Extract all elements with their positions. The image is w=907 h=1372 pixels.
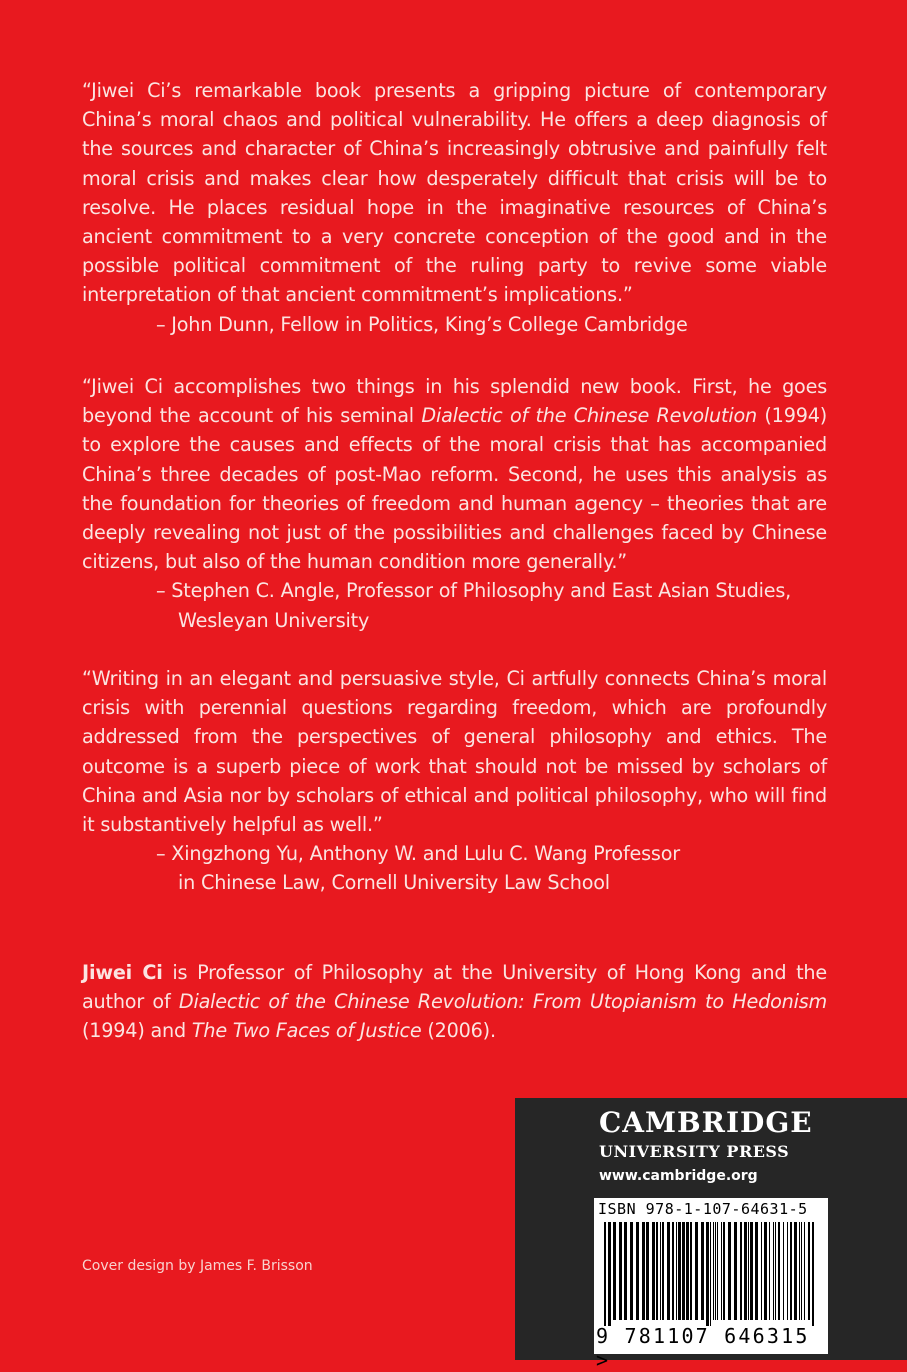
barcode-bar: [624, 1222, 627, 1320]
barcode-bar: [787, 1222, 788, 1320]
barcode-bar: [630, 1222, 633, 1320]
barcode-bar: [656, 1222, 658, 1320]
barcode-bar: [682, 1222, 685, 1320]
publisher-name: CAMBRIDGE: [599, 1106, 813, 1139]
barcode-bar: [667, 1222, 670, 1320]
barcode-bar: [678, 1222, 681, 1320]
book-title: Dialectic of the Chinese Revolution: From Utopianism to Hedonism: [178, 990, 827, 1014]
barcode-bar: [690, 1222, 692, 1320]
barcode-bar: [646, 1222, 649, 1320]
barcode-bars: [604, 1222, 818, 1326]
publisher-block: [515, 1098, 907, 1372]
barcode-bar: [642, 1222, 645, 1320]
barcode-bar: [728, 1222, 731, 1320]
barcode-bar: [764, 1222, 767, 1320]
barcode-bar: [808, 1222, 810, 1320]
barcode-number: 9 781107 646315 >: [596, 1324, 810, 1372]
barcode-bar: [715, 1222, 716, 1320]
book-title: The Two Faces of Justice: [191, 1019, 422, 1043]
barcode-bar: [750, 1222, 753, 1320]
cover-design-credit: Cover design by James F. Brisson: [82, 1258, 313, 1274]
barcode-bar: [755, 1222, 758, 1320]
author-name: Jiwei Ci: [82, 961, 163, 984]
barcode-bar: [801, 1222, 802, 1320]
barcode-bar: [636, 1222, 639, 1320]
isbn-barcode: [594, 1198, 828, 1372]
publisher-subname: UNIVERSITY PRESS: [599, 1142, 790, 1161]
barcode-bar: [794, 1222, 797, 1320]
barcode-bar: [710, 1222, 711, 1326]
barcode-bar: [695, 1222, 698, 1320]
barcode-bar: [748, 1222, 749, 1320]
barcode-bar: [672, 1222, 674, 1320]
publisher-url: www.cambridge.org: [599, 1168, 758, 1184]
barcode-bar: [713, 1222, 714, 1320]
barcode-bar: [604, 1222, 606, 1326]
barcode-bar: [773, 1222, 774, 1320]
author-bio: Jiwei Ci is Professor of Philosophy at the University of Hong Kong and the author of Dialectic of the Chinese Revolution: From Utopianism to Hedonism (1994) and The Two Faces of Justice (2006).: [82, 961, 827, 1043]
endorsement-dunn: [82, 76, 827, 339]
barcode-bar: [660, 1222, 661, 1320]
barcode-bar: [613, 1222, 616, 1320]
isbn-label: ISBN 978-1-107-64631-5: [598, 1200, 808, 1218]
book-title: Dialectic of the Chinese Revolution: [421, 404, 757, 428]
barcode-bar: [608, 1222, 611, 1326]
endorsement-angle: [82, 372, 827, 635]
barcode-bar: [701, 1222, 704, 1320]
endorsement-yu: [82, 664, 827, 898]
endorsement-quote: “Jiwei Ci accomplishes two things in his splendid new book. First, he goes beyond the account of his seminal Dialectic of the Chinese Revolution (1994) to explore the causes and effects of the moral crisis that has accompanied China’s three decades of post-Mao reform. Second, he uses this analysis as the foundation for theories of freedom and human agency – theories that are deeply revealing not just of the possibilities and challenges faced by Chinese citizens, but also of the human condition more generally.”: [82, 375, 827, 574]
barcode-bar: [799, 1222, 800, 1320]
endorsement-attribution: – Xingzhong Yu, Anthony W. and Lulu C. Wang Professor in Chinese Law, Cornell University Law School: [156, 842, 680, 895]
endorsement-quote: “Writing in an elegant and persuasive style, Ci artfully connects China’s moral crisis with perennial questions regarding freedom, which are profoundly addressed from the perspectives of general philosophy and ethics. The outcome is a superb piece of work that should not be missed by scholars of China and Asia nor by scholars of ethical and political philosophy, who will find it substantively helpful as well.”: [82, 667, 827, 837]
barcode-bar: [723, 1222, 725, 1320]
barcode-bar: [775, 1222, 776, 1320]
barcode-bar: [717, 1222, 718, 1320]
endorsement-attribution: – John Dunn, Fellow in Politics, King’s College Cambridge: [156, 312, 688, 336]
barcode-bar: [769, 1222, 770, 1320]
barcode-bar: [804, 1222, 805, 1320]
barcode-bar: [740, 1222, 742, 1320]
barcode-bar: [783, 1222, 784, 1320]
barcode-bar: [778, 1222, 780, 1320]
endorsement-quote: “Jiwei Ci’s remarkable book presents a gripping picture of contemporary China’s moral chaos and political vulnerability. He offers a deep diagnosis of the sources and character of China’s increasingly obtrusive and painfully felt moral crisis and makes clear how desperately difficult that crisis will be to resolve. He places residual hope in the imaginative resources of China’s ancient commitment to a very concrete conception of the good and in the possible political commitment of the ruling party to revive some viable interpretation of that ancient commitment’s implications.”: [82, 79, 827, 307]
barcode-bar: [706, 1222, 709, 1326]
barcode-bar: [686, 1222, 689, 1320]
barcode-bar: [790, 1222, 792, 1320]
barcode-bar: [676, 1222, 677, 1320]
barcode-bar: [734, 1222, 737, 1320]
barcode-bar: [761, 1222, 762, 1320]
barcode-bar: [744, 1222, 747, 1320]
barcode-bar: [652, 1222, 655, 1320]
endorsement-attribution: – Stephen C. Angle, Professor of Philosophy and East Asian Studies, Wesleyan University: [156, 579, 792, 632]
barcode-bar: [619, 1222, 622, 1320]
barcode-bar: [812, 1222, 814, 1326]
barcode-bar: [721, 1222, 722, 1320]
barcode-bar: [662, 1222, 664, 1320]
